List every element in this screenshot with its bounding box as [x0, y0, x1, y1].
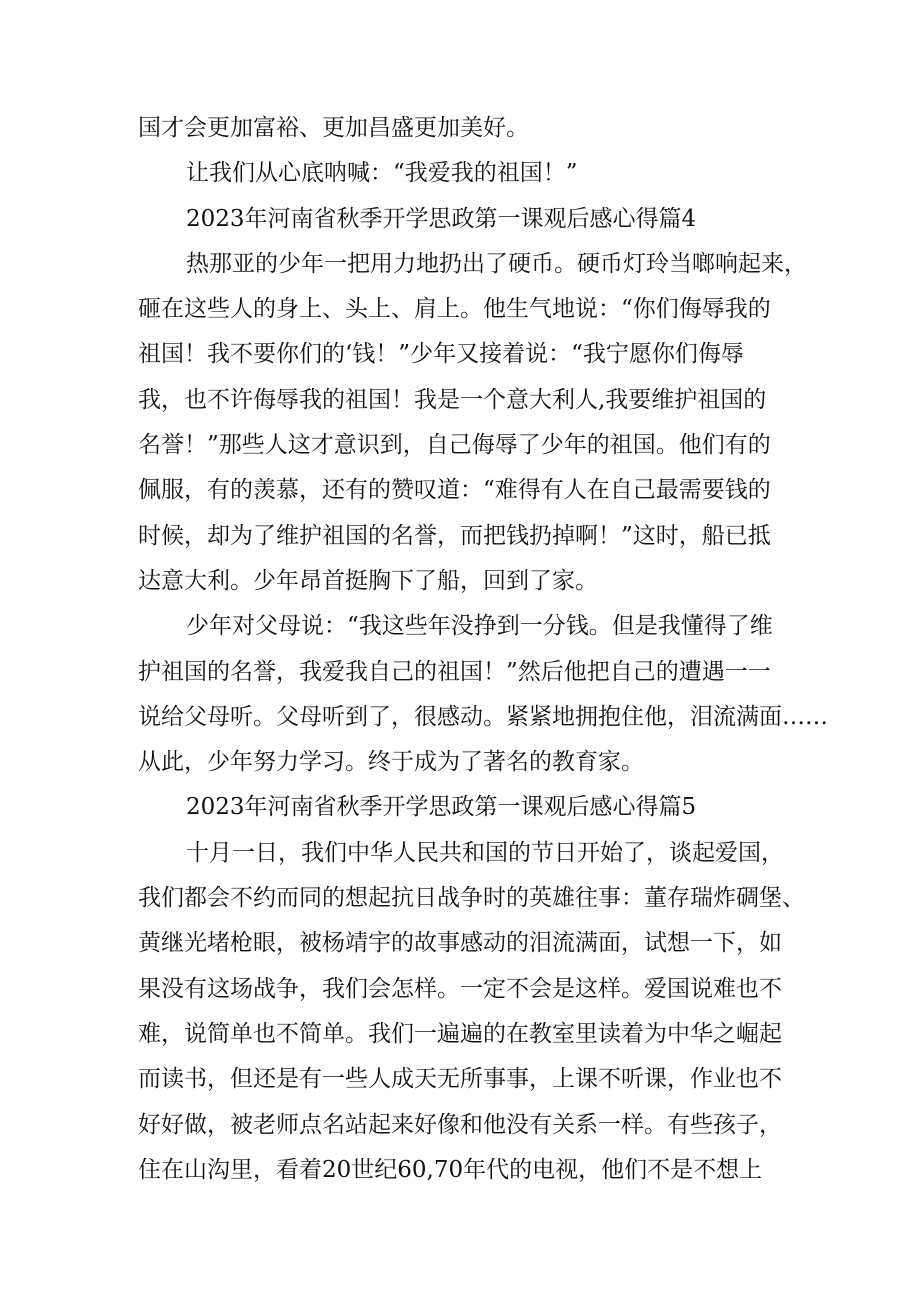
text-line: 好好做，被老师点名站起来好像和他没有关系一样。有些孩子，	[138, 1111, 782, 1138]
text-line: 住在山沟里，看着20世纪60,70年代的电视，他们不是不想上	[138, 1156, 763, 1183]
text-line: 而读书，但还是有一些人成天无所事事，上课不听课，作业也不	[138, 1066, 782, 1093]
text-line: 名誉！”那些人这才意识到，自己侮辱了少年的祖国。他们有的	[138, 432, 771, 459]
text-line: 难，说简单也不简单。我们一遍遍的在教室里读着为中华之崛起	[138, 1020, 782, 1047]
text-line: 护祖国的名誉，我爱我自己的祖国！”然后他把自己的遭遇一一	[138, 658, 771, 685]
document-body	[138, 106, 828, 1193]
text-line: 让我们从心底呐喊：“我爱我的祖国！”	[186, 160, 578, 187]
text-line: 果没有这场战争，我们会怎样。一定不会是这样。爱国说难也不	[138, 975, 782, 1002]
text-line: 祖国！我不要你们的‘钱！”少年又接着说：“我宁愿你们侮辱	[138, 341, 744, 368]
text-line: 十月一日，我们中华人民共和国的节日开始了，谈起爱国，	[186, 839, 784, 866]
text-line: 时候，却为了维护祖国的名誉，而把钱扔掉啊！”这时，船已抵	[138, 522, 771, 549]
text-line: 热那亚的少年一把用力地扔出了硬币。硬币灯玲当啷响起来，	[186, 250, 807, 277]
section-heading: 2023年河南省秋季开学思政第一课观后感心得篇5	[186, 794, 697, 821]
text-line: 黄继光堵枪眼，被杨靖宇的故事感动的泪流满面，试想一下，如	[138, 930, 782, 957]
text-line: 砸在这些人的身上、头上、肩上。他生气地说：“你们侮辱我的	[138, 296, 771, 323]
text-line: 说给父母听。父母听到了，很感动。紧紧地拥抱住他，泪流满面……	[138, 703, 828, 730]
text-line: 我，也不许侮辱我的祖国！我是一个意大利人,我要维护祖国的	[138, 386, 767, 413]
section-heading: 2023年河南省秋季开学思政第一课观后感心得篇4	[186, 205, 697, 232]
text-line: 国才会更加富裕、更加昌盛更加美好。	[138, 115, 529, 141]
text-line: 达意大利。少年昂首挺胸下了船，回到了家。	[138, 567, 598, 594]
text-line: 从此，少年努力学习。终于成为了著名的教育家。	[138, 749, 644, 776]
text-line: 佩服，有的羡慕，还有的赞叹道：“难得有人在自己最需要钱的	[138, 477, 771, 504]
text-line: 我们都会不约而同的想起抗日战争时的英雄往事：董存瑞炸碉堡、	[138, 885, 805, 912]
text-line: 少年对父母说：“我这些年没挣到一分钱。但是我懂得了维	[186, 613, 773, 640]
